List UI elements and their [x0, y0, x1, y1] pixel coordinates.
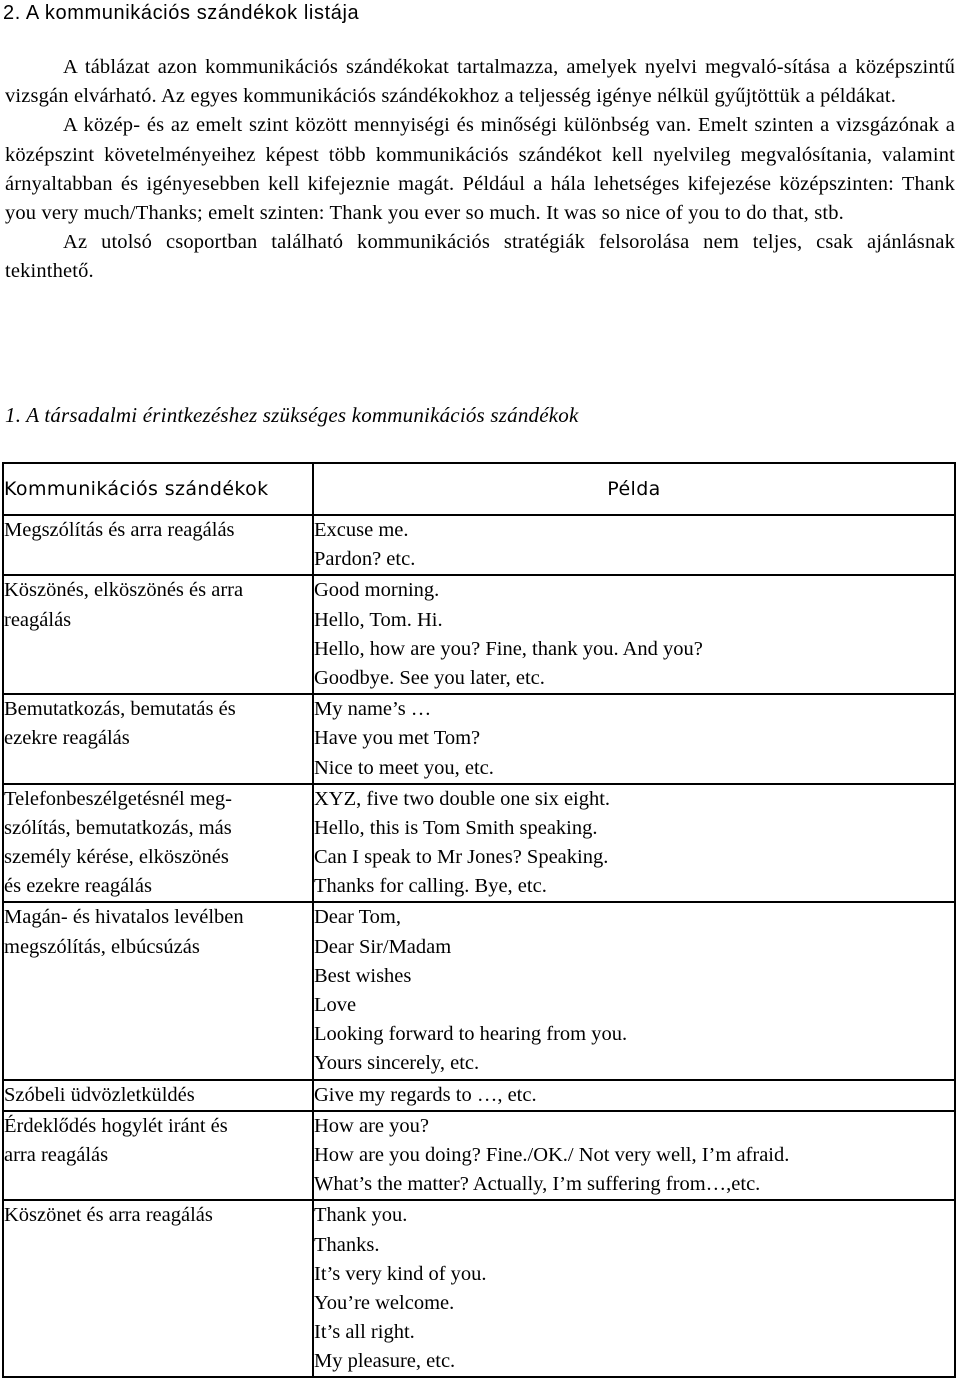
example-cell — [313, 1080, 955, 1111]
example-line: How are you doing? Fine./OK./ Not very well, I’m afraid. — [314, 1143, 790, 1166]
column-header-intent: Kommunikációs szándékok — [3, 463, 313, 515]
intent-line: Bemutatkozás, bemutatás és — [4, 698, 236, 721]
example-cell — [313, 694, 955, 784]
intent-line: Szóbeli üdvözletküldés — [4, 1083, 195, 1106]
example-cell — [313, 1200, 955, 1377]
intent-line: és ezekre reagálás — [4, 875, 152, 898]
intent-line: Magán- és hivatalos levélben — [4, 906, 244, 929]
example-line: Give my regards to …, etc. — [314, 1083, 537, 1106]
intent-cell — [3, 694, 313, 784]
table-row — [3, 1111, 955, 1201]
example-line: Hello, this is Tom Smith speaking. — [314, 816, 598, 839]
intro-paragraph-2: A közép- és az emelt szint között mennyiségi és minőségi különbség van. Emelt szinten a vizsgázónak a középszint követelményeihez képest több kommunikációs szándékot kell nyelvileg megvalósítania, valamint árnyaltabban és igényesebben kell kifejeznie magát. Például a hála lehetséges kifejezése középszinten: Thank you very much/Thanks; emelt szinten: Thank you ever so much. It was so nice of you to do that, stb. — [5, 114, 955, 225]
example-line: Good morning. — [314, 579, 440, 602]
example-line: It’s very kind of you. — [314, 1262, 487, 1285]
table-row — [3, 1080, 955, 1111]
intent-cell — [3, 1200, 313, 1377]
table-row — [3, 902, 955, 1079]
intent-cell — [3, 515, 313, 575]
intro-text — [5, 53, 955, 287]
example-line: My name’s … — [314, 698, 432, 721]
example-cell — [313, 1111, 955, 1201]
table-body — [3, 515, 955, 1377]
example-line: Have you met Tom? — [314, 727, 481, 750]
intent-line: Érdeklődés hogylét iránt és — [4, 1114, 228, 1137]
intent-line: szólítás, bemutatkozás, más — [4, 816, 232, 839]
table-row — [3, 784, 955, 903]
example-line: You’re welcome. — [314, 1291, 455, 1314]
example-line: My pleasure, etc. — [314, 1350, 456, 1373]
example-line: Can I speak to Mr Jones? Speaking. — [314, 846, 609, 869]
intent-line: Köszönet és arra reagálás — [4, 1204, 213, 1227]
intent-cell — [3, 902, 313, 1079]
example-line: Excuse me. — [314, 519, 409, 541]
example-line: Looking forward to hearing from you. — [314, 1023, 628, 1046]
intent-line: arra reagálás — [4, 1143, 109, 1166]
example-line: What’s the matter? Actually, I’m suffering from…,etc. — [314, 1173, 761, 1196]
example-cell — [313, 575, 955, 694]
intent-line: Telefonbeszélgetésnél meg- — [4, 787, 232, 810]
example-line: XYZ, five two double one six eight. — [314, 787, 611, 810]
intent-line: ezekre reagálás — [4, 727, 130, 750]
example-line: It’s all right. — [314, 1321, 415, 1344]
example-line: How are you? — [314, 1114, 429, 1137]
example-line: Thanks for calling. Bye, etc. — [314, 875, 547, 898]
example-line: Thank you. — [314, 1204, 408, 1227]
section-heading: 1. A társadalmi érintkezéshez szükséges kommunikációs szándékok — [5, 403, 579, 427]
table-header-row — [3, 463, 955, 515]
communication-intents-table — [2, 462, 956, 1378]
example-cell — [313, 515, 955, 575]
intro-paragraph-1: A táblázat azon kommunikációs szándékokat tartalmazza, amelyek nyelvi megvaló-sítása a középszintű vizsgán elvárható. Az egyes kommunikációs szándékokhoz a teljesség igénye nélkül gyűjtöttük a példákat. — [5, 56, 955, 108]
example-line: Thanks. — [314, 1233, 380, 1256]
intent-cell — [3, 575, 313, 694]
intent-cell — [3, 1080, 313, 1111]
example-line: Nice to meet you, etc. — [314, 756, 494, 779]
example-line: Dear Tom, — [314, 906, 401, 929]
page-heading: 2. A kommunikációs szándékok listája — [3, 2, 360, 24]
example-line: Dear Sir/Madam — [314, 935, 452, 958]
intent-line: megszólítás, elbúcsúzás — [4, 935, 200, 958]
example-line: Best wishes — [314, 964, 412, 987]
intent-line: személy kérése, elköszönés — [4, 846, 229, 869]
example-line: Love — [314, 994, 357, 1016]
example-line: Hello, Tom. Hi. — [314, 608, 443, 631]
example-line: Hello, how are you? Fine, thank you. And you? — [314, 637, 703, 660]
intent-cell — [3, 784, 313, 903]
intent-line: Megszólítás és arra reagálás — [4, 519, 235, 541]
intro-paragraph-3: Az utolsó csoportban található kommunikációs stratégiák felsorolása nem teljes, csak ajánlásnak tekinthető. — [5, 231, 955, 283]
intent-line: reagálás — [4, 608, 72, 631]
example-line: Yours sincerely, etc. — [314, 1052, 480, 1075]
example-line: Pardon? etc. — [314, 548, 416, 571]
column-header-example: Példa — [313, 463, 955, 515]
example-line: Goodbye. See you later, etc. — [314, 666, 545, 689]
table-row — [3, 575, 955, 694]
example-cell — [313, 784, 955, 903]
table-row — [3, 515, 955, 575]
table-row — [3, 1200, 955, 1377]
table-row — [3, 694, 955, 784]
example-cell — [313, 902, 955, 1079]
intent-cell — [3, 1111, 313, 1201]
intent-line: Köszönés, elköszönés és arra — [4, 579, 244, 602]
